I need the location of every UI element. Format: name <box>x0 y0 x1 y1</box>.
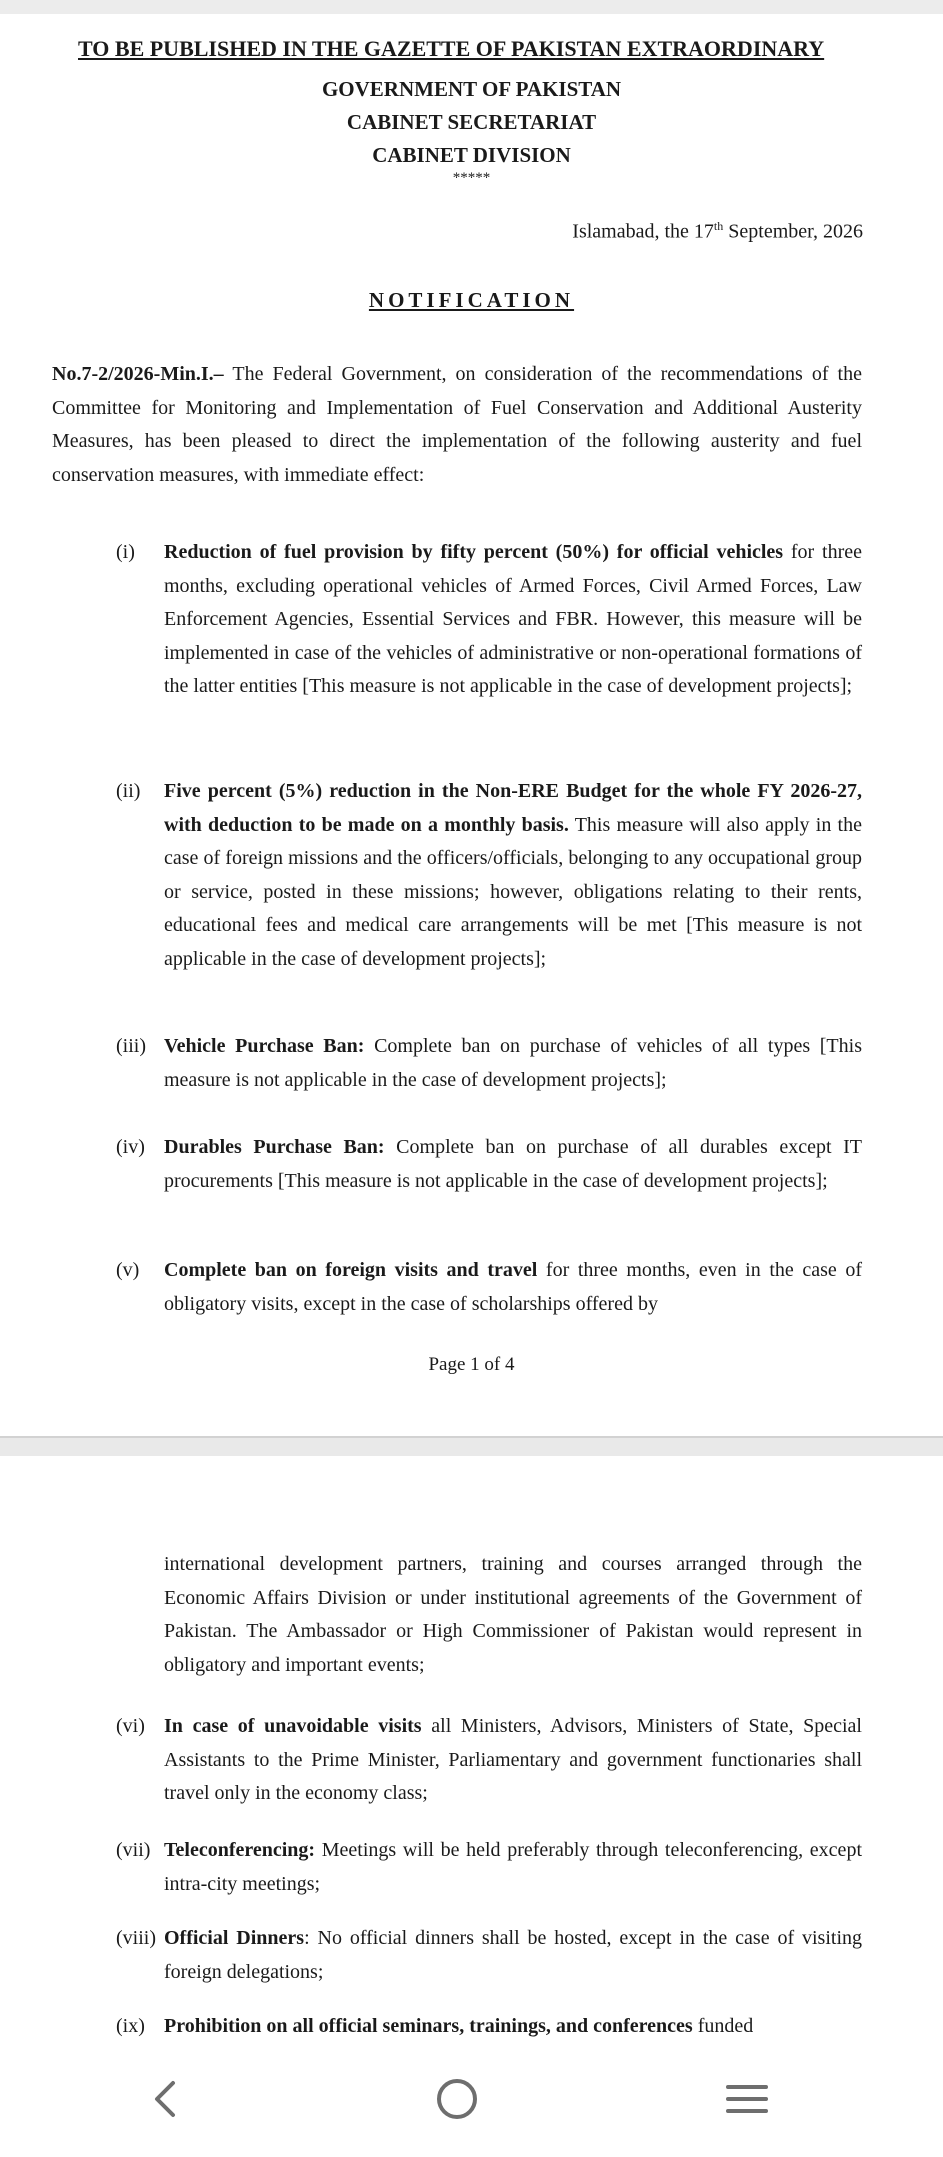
measure-item: Vehicle Purchase Ban: Complete ban on purchase of vehicles of all types [This measure is not applicable in the case of development projects]; <box>164 1035 862 1091</box>
measure-item: Complete ban on foreign visits and travel for three months, even in the case of obligatory visits, except in the case of scholarships offered by <box>164 1259 862 1315</box>
division-heading: CABINET DIVISION <box>372 143 571 167</box>
separator-stars: ***** <box>452 170 491 186</box>
item-number: (iv) <box>116 1136 145 1158</box>
recent-apps-button[interactable] <box>717 2078 777 2124</box>
intro-paragraph: No.7-2/2026-Min.I.– The Federal Government, on consideration of the recommendations of the Committee for Monitoring and Implementation of Fuel Conservation and Additional Austerity Measures, has been pleased to direct the implementation of the following austerity and fuel conservation measures, with immediate effect: <box>52 363 862 486</box>
home-button[interactable] <box>427 2078 487 2124</box>
item-number: (ix) <box>116 2015 145 2037</box>
measure-item: Official Dinners: No official dinners shall be hosted, except in the case of visiting foreign delegations; <box>164 1927 862 1983</box>
continuation-paragraph: international development partners, training and courses arranged through the Economic Affairs Division or under institutional agreements of the Government of Pakistan. The Ambassador or High Commissioner of Pakistan would represent in obligatory and important events; <box>164 1553 862 1676</box>
page-separator <box>0 1436 943 1458</box>
government-heading: GOVERNMENT OF PAKISTAN <box>321 77 622 101</box>
measure-item: In case of unavoidable visits all Ministers, Advisors, Ministers of State, Special Assistants to the Prime Minister, Parliamentary and government functionaries shall travel only in the economy class; <box>164 1715 862 1804</box>
measure-item: Durables Purchase Ban: Complete ban on purchase of all durables except IT procurements [This measure is not applicable in the case of development projects]; <box>164 1136 863 1192</box>
page-number: Page 1 of 4 <box>428 1354 515 1375</box>
reference-number: No.7-2/2026-Min.I.– <box>52 363 224 385</box>
measure-item: Prohibition on all official seminars, trainings, and conferences funded <box>164 2015 754 2037</box>
notification-title: NOTIFICATION <box>368 288 575 312</box>
issue-date: Islamabad, the 17th September, 2026 <box>572 219 863 243</box>
item-number: (viii) <box>116 1927 156 1949</box>
home-icon <box>434 2076 480 2127</box>
menu-icon <box>724 2079 770 2124</box>
document-page-1[interactable] <box>0 14 943 1442</box>
gazette-heading: TO BE PUBLISHED IN THE GAZETTE OF PAKISTAN EXTRAORDINARY <box>78 36 825 61</box>
measure-item: Teleconferencing: Meetings will be held preferably through teleconferencing, except intra-city meetings; <box>164 1839 862 1895</box>
item-number: (vii) <box>116 1839 151 1861</box>
item-number: (i) <box>116 541 135 563</box>
secretariat-heading: CABINET SECRETARIAT <box>346 110 597 134</box>
item-number: (ii) <box>116 780 141 802</box>
item-number: (v) <box>116 1259 140 1281</box>
measure-item: Reduction of fuel provision by fifty percent (50%) for official vehicles for three months, excluding operational vehicles of Armed Forces, Civil Armed Forces, Law Enforcement Agencies, Essential Services and FBR. However, this measure will be implemented in case of the vehicles of administrative or non-operational formations of the latter entities [This measure is not applicable in the case of development projects]; <box>164 541 862 697</box>
back-icon <box>149 2079 179 2124</box>
item-number: (vi) <box>116 1715 145 1737</box>
document-page-2[interactable] <box>0 1456 943 2056</box>
measure-item: Five percent (5%) reduction in the Non-ERE Budget for the whole FY 2026-27, with deduction to be made on a monthly basis. This measure will also apply in the case of foreign missions and the officers/officials, belonging to any occupational group or service, posted in these missions; however, obligations relating to their rents, educational fees and medical care arrangements will be met [This measure is not applicable in the case of development projects]; <box>164 780 862 970</box>
item-number: (iii) <box>116 1035 146 1057</box>
back-button[interactable] <box>134 2078 194 2124</box>
top-edge <box>0 0 943 15</box>
